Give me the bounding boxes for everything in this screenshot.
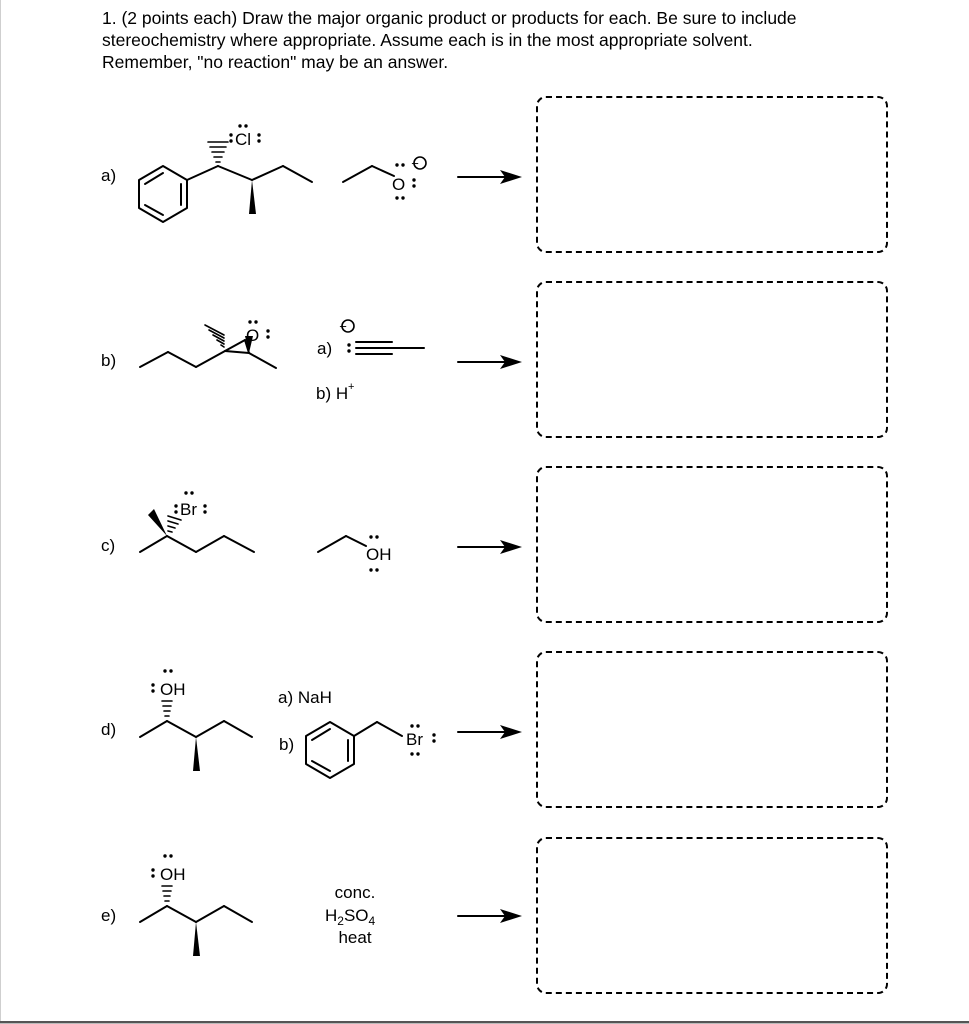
part-b-proton-charge: + [348, 381, 355, 393]
part-a-substrate [139, 166, 312, 222]
part-a-o-atom: O [392, 175, 406, 194]
part-e-formula-h: H [325, 906, 338, 925]
part-c-oh-atom: OH [366, 545, 392, 564]
part-a-charge: − [411, 156, 419, 171]
part-a-reagent [343, 166, 394, 182]
part-c-substrate [140, 536, 254, 552]
part-d-substrate [140, 721, 252, 737]
part-d-step-b: b) [279, 735, 295, 754]
part-e-label: e) [101, 906, 117, 925]
part-e-formula-2: 2 [337, 914, 344, 928]
part-e-substrate [140, 906, 252, 922]
part-e-formula [325, 906, 376, 928]
part-b-hash-bond [205, 325, 224, 347]
part-a-hash-bond [208, 142, 228, 162]
part-d-oh-atom: OH [160, 680, 186, 699]
question-line-3: Remember, "no reaction" may be an answer. [102, 52, 449, 72]
part-c-wedge [148, 509, 167, 536]
part-c-reagent [318, 536, 366, 552]
part-a-wedge [249, 180, 256, 214]
part-b-step-a: a) [317, 339, 333, 358]
part-d-hash-bond [162, 701, 172, 716]
part-e-formula-4: 4 [368, 914, 376, 928]
part-e-cond-3: heat [338, 928, 372, 947]
part-e-formula-so: SO [343, 906, 369, 925]
part-b-charge: − [339, 319, 347, 334]
part-a-cl-atom: Cl [235, 130, 252, 149]
part-b-label: b) [101, 351, 117, 370]
part-c-label: c) [101, 536, 116, 555]
question-line-1: 1. (2 points each) Draw the major organic product or products for each. Be sure to include [102, 8, 797, 28]
part-d-reagent [306, 722, 402, 778]
part-d-step-a: a) NaH [278, 688, 332, 707]
part-e-wedge [193, 922, 200, 956]
question-line-2: stereochemistry where appropriate. Assume each is in the most appropriate solvent. [102, 30, 753, 50]
part-e-oh-atom: OH [160, 865, 186, 884]
part-d-br-atom: Br [406, 730, 423, 749]
part-d-wedge [193, 737, 200, 771]
part-b-o-atom: O [246, 326, 260, 345]
part-a-label: a) [101, 166, 117, 185]
part-d-label: d) [101, 720, 117, 739]
part-e-hash-bond [162, 886, 172, 901]
part-b-step-b: b) H [316, 384, 349, 403]
part-c-br-atom: Br [180, 500, 197, 519]
part-e-cond-1: conc. [334, 883, 376, 902]
part-b-reagent [356, 342, 424, 354]
